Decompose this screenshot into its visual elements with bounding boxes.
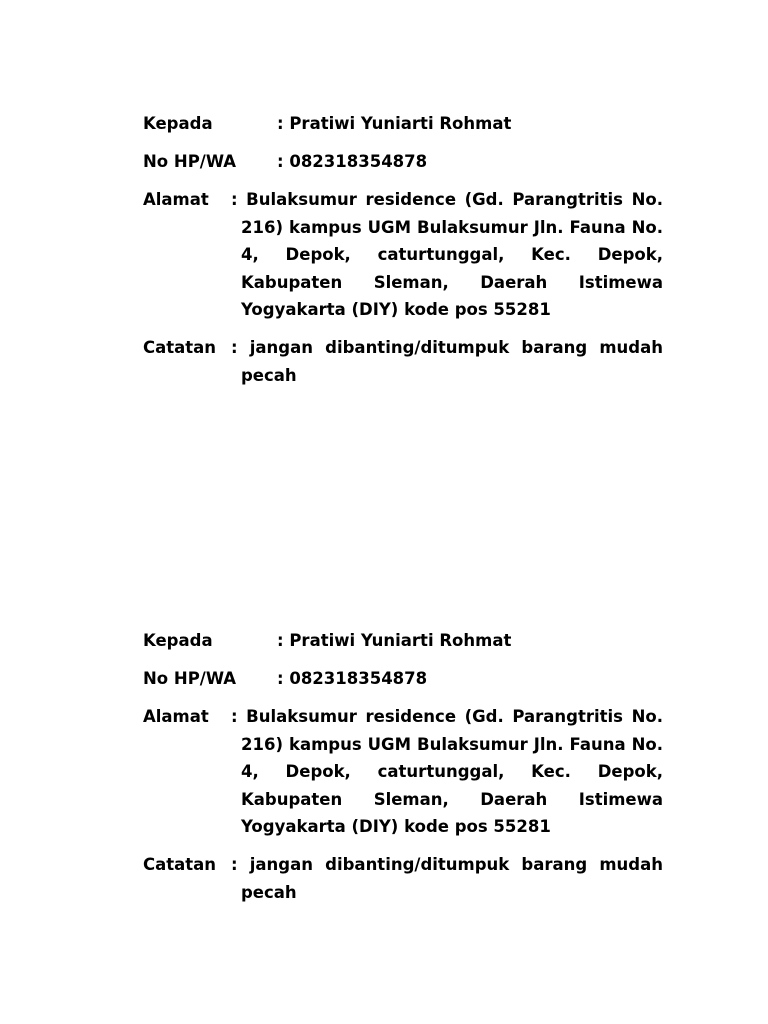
recipient-row: [143, 627, 663, 655]
shipping-label-1: [143, 110, 663, 389]
shipping-label-2: [143, 627, 663, 906]
phone-value: : 082318354878: [277, 669, 428, 688]
recipient-value: : Pratiwi Yuniarti Rohmat: [277, 631, 512, 650]
note-key: Catatan: [143, 855, 217, 874]
address-key: Alamat: [143, 190, 209, 209]
address-value: : Bulaksumur residence (Gd. Parangtritis No. 216) kampus UGM Bulaksumur Jln. Fauna No. 4, Depok, caturtunggal, Kec. Depok, Kabupaten Sleman, Daerah Istimewa Yogyakarta (DIY) kode pos 55281: [231, 190, 663, 319]
phone-row: [143, 148, 663, 176]
note-key: Catatan: [143, 338, 217, 357]
address-key: Alamat: [143, 707, 209, 726]
address-row: [143, 703, 663, 841]
note-value: : jangan dibanting/ditumpuk barang mudah pecah: [231, 338, 663, 385]
address-value: : Bulaksumur residence (Gd. Parangtritis No. 216) kampus UGM Bulaksumur Jln. Fauna No. 4, Depok, caturtunggal, Kec. Depok, Kabupaten Sleman, Daerah Istimewa Yogyakarta (DIY) kode pos 55281: [231, 707, 663, 836]
recipient-key: Kepada: [143, 114, 213, 133]
note-row: [143, 334, 663, 389]
phone-row: [143, 665, 663, 693]
phone-value: : 082318354878: [277, 152, 428, 171]
note-value: : jangan dibanting/ditumpuk barang mudah pecah: [231, 855, 663, 902]
address-row: [143, 186, 663, 324]
recipient-key: Kepada: [143, 631, 213, 650]
note-row: [143, 851, 663, 906]
phone-key: No HP/WA: [143, 152, 237, 171]
recipient-value: : Pratiwi Yuniarti Rohmat: [277, 114, 512, 133]
phone-key: No HP/WA: [143, 669, 237, 688]
recipient-row: [143, 110, 663, 138]
